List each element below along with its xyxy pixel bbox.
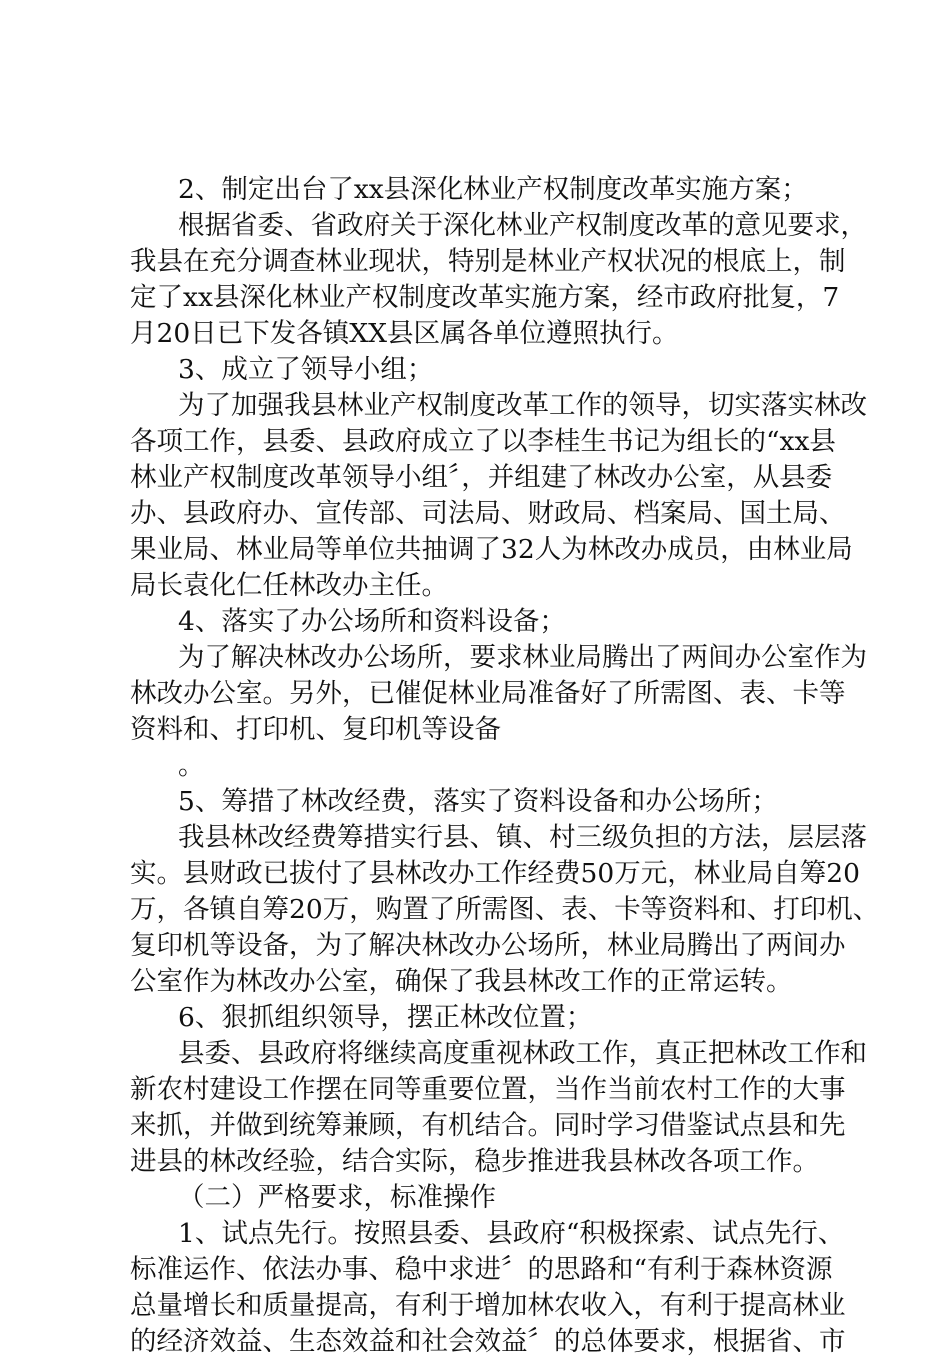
text-line: 。	[178, 750, 205, 781]
text-line: 进县的林改经验，结合实际，稳步推进我县林改各项工作。	[130, 1146, 819, 1177]
section-heading: （二）严格要求，标准操作	[178, 1182, 496, 1213]
text-line: 办、县政府办、宣传部、司法局、财政局、档案局、国土局、	[130, 498, 846, 529]
text-line: 6、狠抓组织领导，摆正林改位置；	[178, 1002, 593, 1033]
text-line: 林改办公室。另外，已催促林业局准备好了所需图、表、卡等	[130, 678, 846, 709]
text-line: 各项工作，县委、县政府成立了以李桂生书记为组长的“xx县	[130, 426, 836, 457]
text-line: 我县在充分调查林业现状，特别是林业产权状况的根底上，制	[130, 246, 846, 277]
text-line: 3、成立了领导小组；	[178, 354, 434, 385]
text-line: 林业产权制度改革领导小组〞，并组建了林改办公室，从县委	[130, 462, 833, 493]
text-line: 标准运作、依法办事、稳中求进〞的思路和“有利于森林资源	[130, 1254, 833, 1285]
text-line: 局长袁化仁任林改办主任。	[130, 570, 448, 601]
text-line: 月20日已下发各镇XX县区属各单位遵照执行。	[130, 318, 679, 349]
text-line: 定了xx县深化林业产权制度改革实施方案，经市政府批复，7	[130, 282, 840, 313]
text-line: 5、筹措了林改经费，落实了资料设备和办公场所；	[178, 786, 778, 817]
text-line: 为了解决林改办公场所，要求林业局腾出了两间办公室作为	[178, 642, 867, 673]
text-line: 新农村建设工作摆在同等重要位置，当作当前农村工作的大事	[130, 1074, 846, 1105]
text-line: 1、试点先行。按照县委、县政府“积极探索、试点先行、	[178, 1218, 845, 1249]
text-line: 公室作为林改办公室，确保了我县林改工作的正常运转。	[130, 966, 793, 997]
text-line: 来抓，并做到统筹兼顾，有机结合。同时学习借鉴试点县和先	[130, 1110, 846, 1141]
text-line: 我县林改经费筹措实行县、镇、村三级负担的方法，层层落	[178, 822, 867, 853]
text-line: 为了加强我县林业产权制度改革工作的领导，切实落实林改	[178, 390, 867, 421]
text-line: 复印机等设备，为了解决林改办公场所，林业局腾出了两间办	[130, 930, 846, 961]
text-line: 2、制定出台了xx县深化林业产权制度改革实施方案；	[178, 174, 808, 205]
text-line: 根据省委、省政府关于深化林业产权制度改革的意见要求，	[178, 210, 867, 241]
text-line: 实。县财政已拔付了县林改办工作经费50万元，林业局自筹20	[130, 858, 860, 889]
text-line: 总量增长和质量提高，有利于增加林农收入，有利于提高林业	[130, 1290, 846, 1321]
text-line: 4、落实了办公场所和资料设备；	[178, 606, 566, 637]
text-line: 的经济效益、生态效益和社会效益〞的总体要求，根据省、市	[130, 1326, 846, 1357]
text-line: 果业局、林业局等单位共抽调了32人为林改办成员，由林业局	[130, 534, 853, 565]
text-line: 县委、县政府将继续高度重视林政工作，真正把林改工作和	[178, 1038, 867, 1069]
text-line: 万，各镇自筹20万，购置了所需图、表、卡等资料和、打印机、	[130, 894, 880, 925]
text-line: 资料和、打印机、复印机等设备	[130, 714, 501, 745]
